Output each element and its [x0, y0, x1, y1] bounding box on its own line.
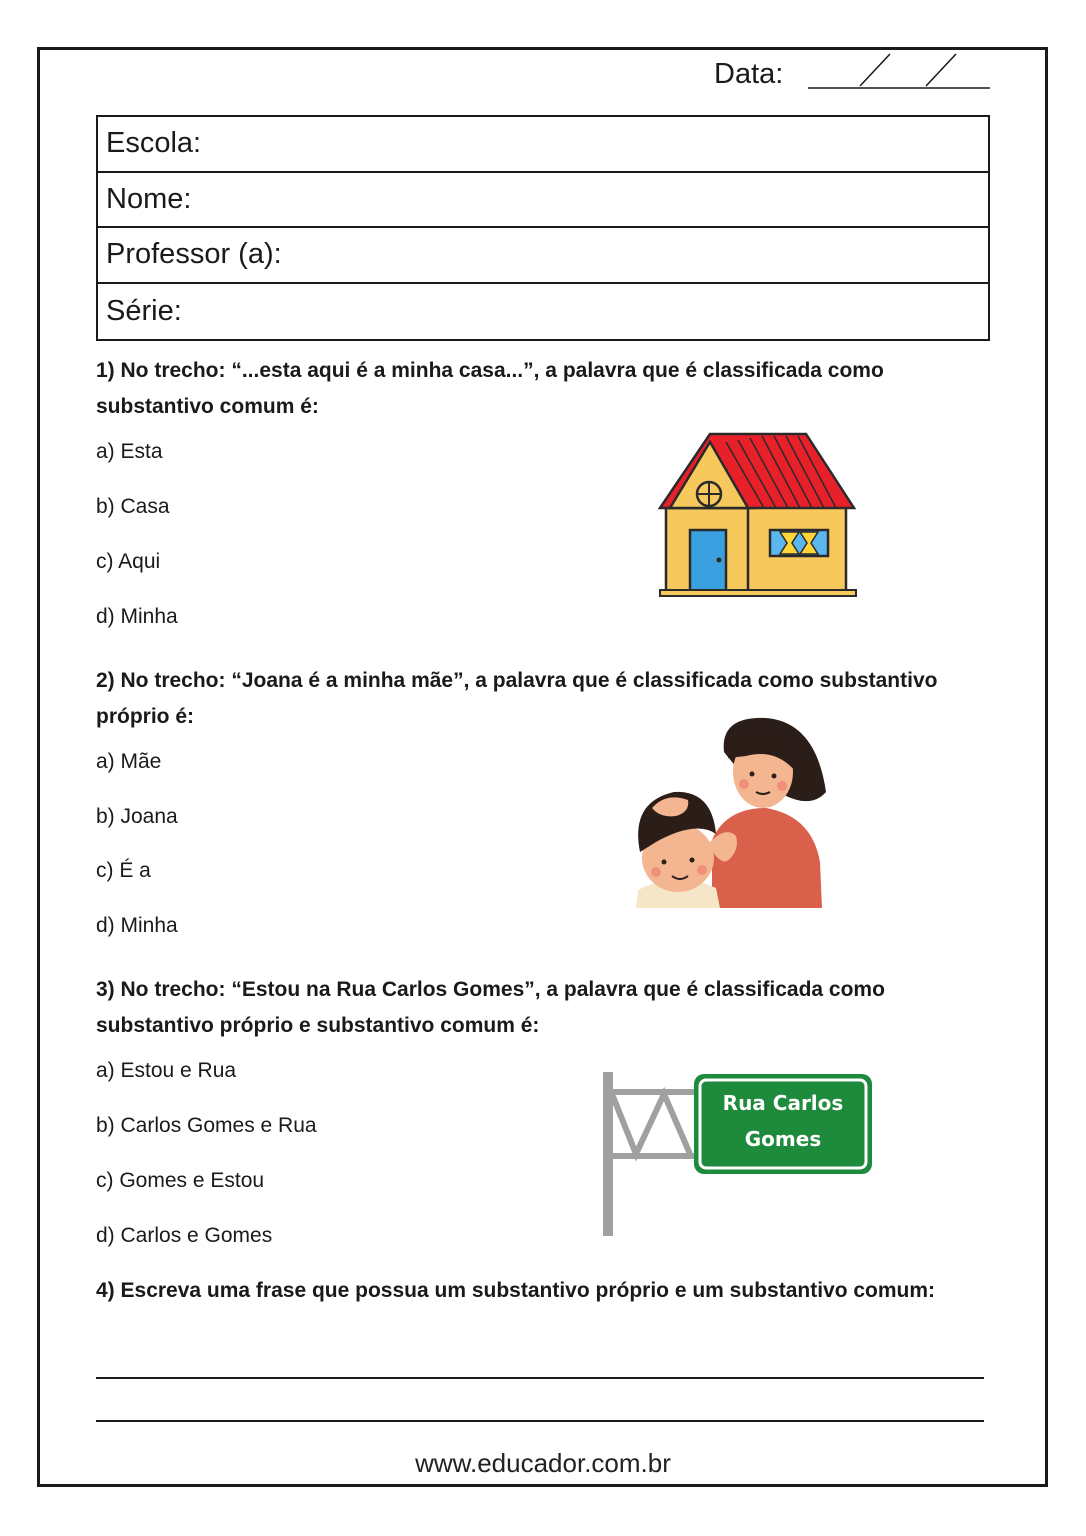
footer-website[interactable]: www.educador.com.br — [415, 1448, 671, 1478]
date-field — [714, 52, 783, 92]
grade-field[interactable] — [98, 284, 988, 340]
date-label: Data: — [714, 58, 784, 90]
q3-option-b[interactable]: b) Carlos Gomes e Rua — [96, 1114, 317, 1137]
answer-line-2[interactable] — [96, 1420, 984, 1422]
q3-option-c[interactable]: c) Gomes e Estou — [96, 1169, 265, 1192]
question-2: 2) No trecho: “Joana é a minha mãe”, a palavra que é classificada como substantivo próprio é: — [96, 669, 938, 728]
q2-option-a[interactable]: a) Mãe — [96, 750, 162, 773]
teacher-field[interactable] — [98, 228, 988, 284]
question-4: 4) Escreva uma frase que possua um substantivo próprio e um substantivo comum: — [96, 1279, 936, 1302]
q3-option-a[interactable]: a) Estou e Rua — [96, 1059, 237, 1082]
q2-option-b[interactable]: b) Joana — [96, 805, 178, 828]
q1-option-d[interactable]: d) Minha — [96, 605, 178, 628]
school-field[interactable] — [98, 117, 988, 173]
q2-option-d[interactable]: d) Minha — [96, 914, 178, 937]
house-icon — [656, 432, 858, 600]
q1-option-b[interactable]: b) Casa — [96, 495, 170, 518]
sign-line-1: Rua Carlos — [722, 1091, 844, 1115]
teacher-label: Professor (a): — [106, 238, 282, 271]
question-3: 3) No trecho: “Estou na Rua Carlos Gomes”, a palavra que é classificada como substantivo próprio e substantivo comum é: — [96, 978, 885, 1037]
street-sign-icon — [600, 1070, 878, 1240]
grade-label: Série: — [106, 294, 182, 327]
name-label: Nome: — [106, 182, 192, 215]
q1-option-a[interactable]: a) Esta — [96, 440, 163, 463]
name-field[interactable] — [98, 173, 988, 229]
student-info-table — [96, 115, 990, 341]
q2-option-c[interactable]: c) É a — [96, 859, 151, 882]
sign-line-2: Gomes — [744, 1127, 822, 1151]
date-input-line[interactable] — [808, 50, 990, 90]
q1-option-c[interactable]: c) Aqui — [96, 550, 161, 573]
school-label: Escola: — [106, 127, 202, 160]
q3-option-d[interactable]: d) Carlos e Gomes — [96, 1224, 273, 1247]
question-1: 1) No trecho: “...esta aqui é a minha casa...”, a palavra que é classificada como substantivo comum é: — [96, 359, 884, 418]
answer-line-1[interactable] — [96, 1377, 984, 1379]
mother-child-icon — [616, 712, 830, 908]
